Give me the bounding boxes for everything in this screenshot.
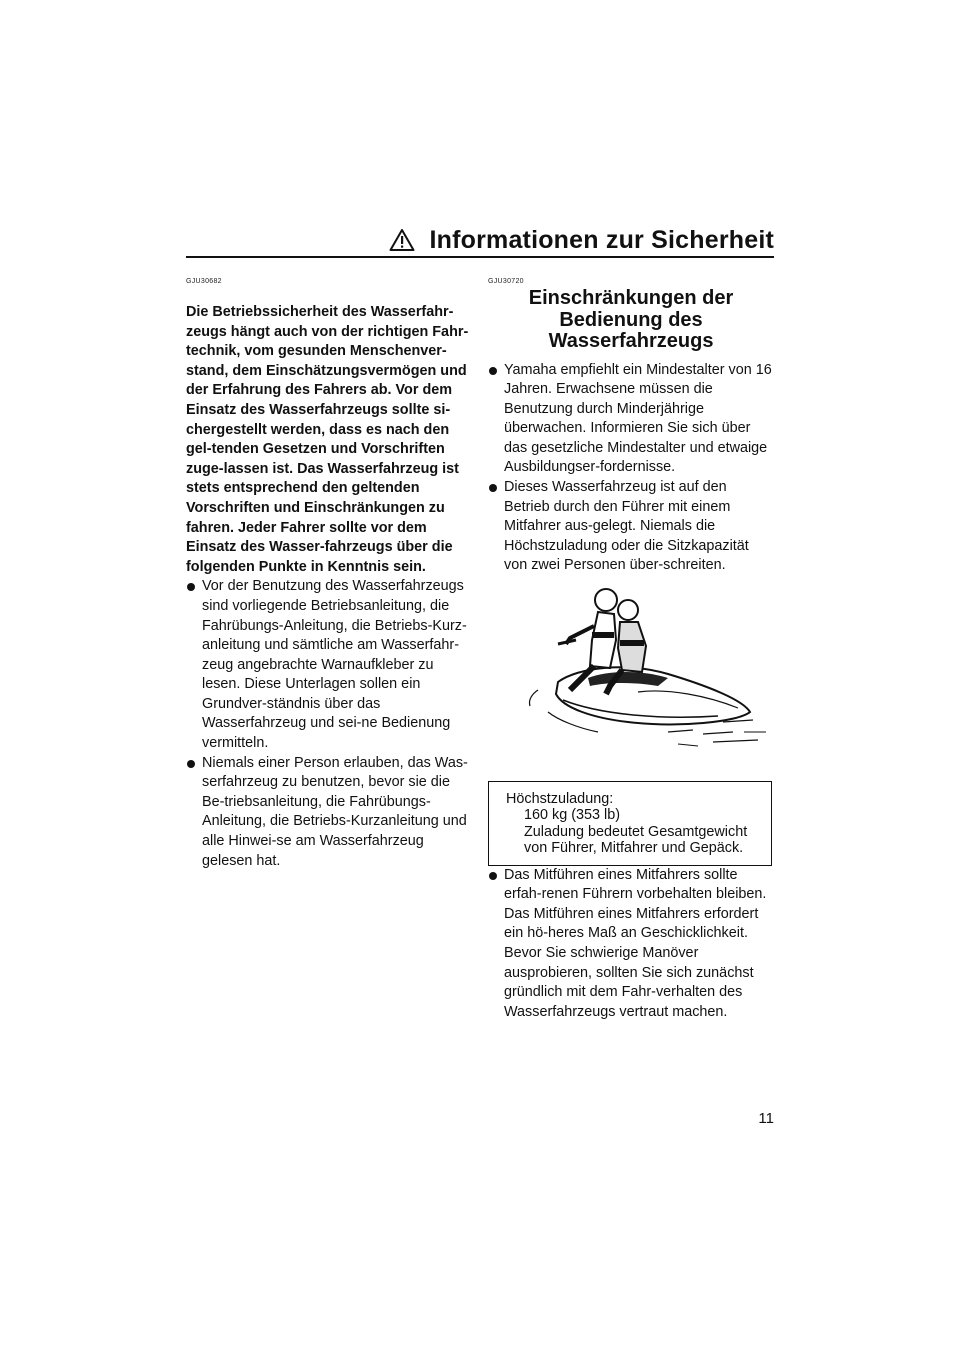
right-bullet-list (488, 361, 774, 577)
bullet-icon (187, 583, 195, 591)
header-divider (186, 256, 774, 258)
list-item (186, 577, 472, 753)
page-title (429, 226, 774, 255)
watercraft-riders-illustration (518, 582, 768, 762)
intro-paragraph: Die Betriebssicherheit des Wasserfahr-zeugs hängt auch von der richtigen Fahr-technik, vom gesunden Menschenver-stand, dem Einschätzungsvermögen und der Erfahrung des Fahrers ab. Vor dem Einsatz des Wasserfahrzeugs sollte si-chergestellt werden, dass es nach den gel-tenden Gesetzen und Vorschriften zuge-lassen ist. Das Wasserfahrzeug ist stets entsprechend den geltenden Vorschriften und Einschränkungen zu fahren. Jeder Fahrer sollte vor dem Einsatz des Wasser-fahrzeugs über die folgenden Punkte in Kenntnis sein. (186, 304, 469, 575)
left-bullet-list (186, 577, 472, 871)
page-title-text: Informationen zur Sicherheit (429, 226, 774, 254)
list-item (488, 361, 774, 479)
right-column (488, 278, 774, 1022)
list-item-text: Yamaha empfiehlt ein Mindestalter von 16 Jahren. Erwachsene müssen die Benutzung durch Minderjährige überwachen. Informieren Sie sich über das gesetzliche Mindestalter und etwaige Ausbildungser-fordernisse. (504, 361, 772, 476)
page-number: 11 (758, 1110, 774, 1127)
list-item-text: Niemals einer Person erlauben, das Was-serfahrzeug zu benutzen, bevor sie die Be-triebsanleitung, die Fahrübungs-Anleitung, die Betriebs-Kurzanleitung und alle Hinwei-se am Wasserfahrzeug gelesen hat. (202, 754, 468, 869)
section-code: GJU30720 (488, 278, 524, 285)
max-load-note: Zuladung bedeutet Gesamtgewicht von Führer, Mitfahrer und Gepäck. (524, 823, 748, 857)
bullet-icon (489, 872, 497, 880)
max-load-value: 160 kg (353 lb) (524, 807, 620, 824)
list-item-text: Vor der Benutzung des Wasserfahrzeugs sind vorliegende Betriebsanleitung, die Fahrübungs-Anleitung, die Betriebs-Kurz-anleitung und sämtliche am Wasserfahr-zeug angebrachte Warnaufkleber zu lesen. Diese Unterlagen sollen ein Grundver-ständnis über das Wasserfahrzeug und sei-ne Bedienung vermitteln. (202, 578, 467, 752)
bullet-icon (489, 367, 497, 375)
warning-icon (389, 228, 415, 252)
right-bullet-list-after (488, 866, 774, 1023)
max-load-infobox (488, 781, 772, 866)
page-header (186, 226, 774, 256)
list-item (488, 478, 774, 576)
list-item-text: Dieses Wasserfahrzeug ist auf den Betrieb durch den Führer mit einem Mitfahrer aus-gelegt. Niemals die Höchstzuladung oder die Sitzkapazität von zwei Personen über-schreiten. (504, 479, 749, 574)
section-title: Einschränkungen der Bedienung des Wasserfahrzeugs (528, 287, 734, 352)
left-column (186, 278, 472, 871)
bullet-icon (489, 484, 497, 492)
list-item (488, 866, 774, 1023)
list-item (186, 754, 472, 872)
list-item-text: Das Mitführen eines Mitfahrers sollte erfah-renen Führern vorbehalten bleiben. Das Mitführen eines Mitfahrers erfordert ein hö-heres Maß an Geschicklichkeit. Bevor Sie schwierige Manöver ausprobieren, sollten Sie sich zunächst gründlich mit dem Fahr-verhalten des Wasserfahrzeugs vertraut machen. (504, 866, 767, 1020)
section-code: GJU30682 (186, 278, 222, 285)
max-load-label: Höchstzuladung: (506, 791, 614, 808)
bullet-icon (187, 760, 195, 768)
